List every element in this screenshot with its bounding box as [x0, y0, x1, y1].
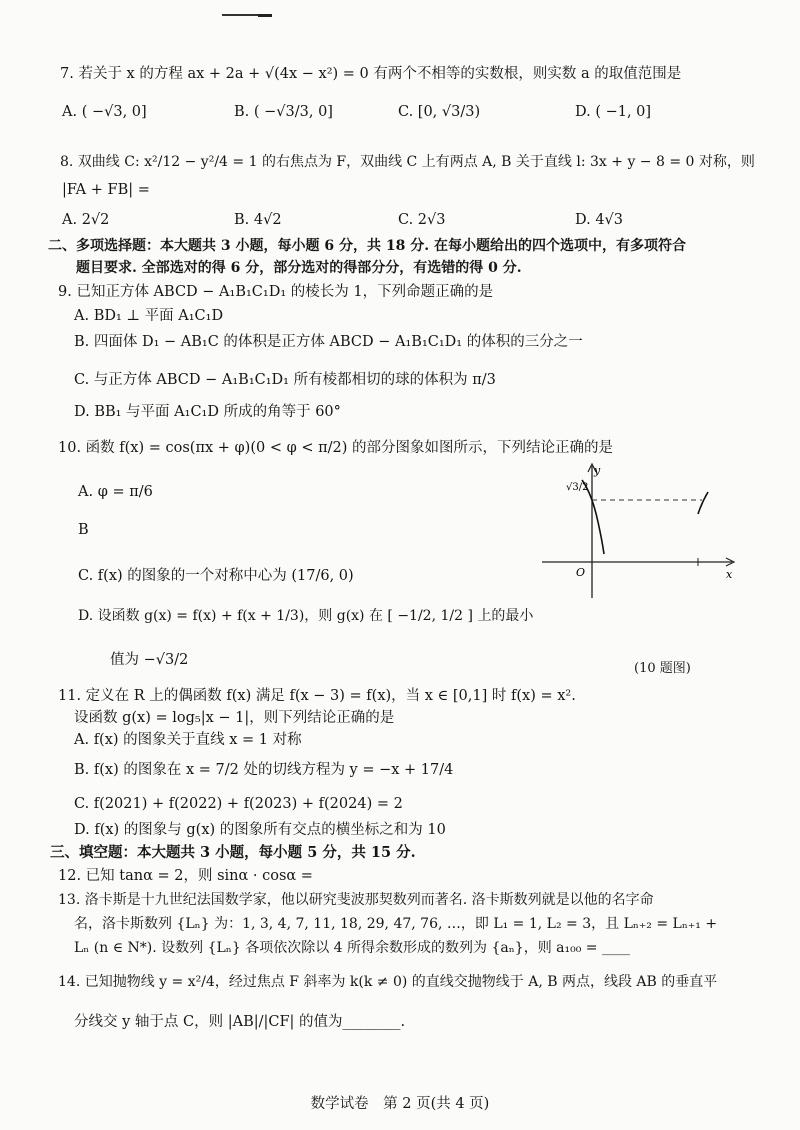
q13-line2: 名，洛卡斯数列 {Lₙ} 为：1, 3, 4, 7, 11, 18, 29, 47, 76, …，即 L₁ = 1, L₂ = 3，且 Lₙ₊₂ = Lₙ₊₁ +: [74, 916, 718, 932]
graph-y-value-label: √3/2: [566, 482, 589, 493]
q8-stem-line2: |FA + FB| =: [62, 182, 150, 198]
q14-line2: 分线交 y 轴于点 C，则 |AB|/|CF| 的值为________.: [74, 1014, 406, 1030]
q10-function-graph: [540, 462, 740, 602]
section2-heading-line1: 二、多项选择题：本大题共 3 小题，每小题 6 分，共 18 分. 在每小题给出的四个选项中，有多项符合: [48, 238, 686, 254]
q14-line1: 14. 已知抛物线 y = x²/4，经过焦点 F 斜率为 k(k ≠ 0) 的直线交抛物线于 A, B 两点，线段 AB 的垂直平: [58, 974, 718, 990]
q8-stem-line1: 8. 双曲线 C: x²/12 − y²/4 = 1 的右焦点为 F，双曲线 C 上有两点 A, B 关于直线 l: 3x + y − 8 = 0 对称，则: [60, 154, 755, 170]
q9-option-d: D. BB₁ 与平面 A₁C₁D 所成的角等于 60°: [74, 404, 341, 420]
section2-heading-line2: 题目要求. 全部选对的得 6 分，部分选对的得部分分，有选错的得 0 分.: [76, 260, 522, 276]
q13-line1: 13. 洛卡斯是十九世纪法国数学家，他以研究斐波那契数列而著名. 洛卡斯数列就是以他的名字命: [58, 892, 654, 908]
q7-option-d: D. ( −1, 0]: [575, 104, 652, 120]
q8-option-c: C. 2√3: [398, 212, 446, 228]
q10-option-a: A. φ = π/6: [78, 484, 153, 500]
q7-option-b: B. ( −√3/3, 0]: [234, 104, 333, 120]
q9-option-a: A. BD₁ ⊥ 平面 A₁C₁D: [74, 308, 224, 324]
graph-origin-label: O: [576, 566, 586, 579]
q11-option-a: A. f(x) 的图象关于直线 x = 1 对称: [74, 732, 302, 748]
q7-option-a: A. ( −√3, 0]: [62, 104, 147, 120]
q11-stem-line1: 11. 定义在 R 上的偶函数 f(x) 满足 f(x − 3) = f(x)，当 x ∈ [0,1] 时 f(x) = x².: [58, 688, 576, 704]
q12-stem: 12. 已知 tanα = 2，则 sinα · cosα =: [58, 868, 313, 884]
q11-option-c: C. f(2021) + f(2022) + f(2023) + f(2024) = 2: [74, 796, 403, 812]
q10-option-c: C. f(x) 的图象的一个对称中心为 (17/6, 0): [78, 568, 354, 584]
q7-stem: 7. 若关于 x 的方程 ax + 2a + √(4x − x²) = 0 有两个不相等的实数根，则实数 a 的取值范围是: [60, 66, 682, 82]
graph-x-label: x: [726, 568, 733, 581]
q11-option-b: B. f(x) 的图象在 x = 7/2 处的切线方程为 y = −x + 17/4: [74, 762, 454, 778]
graph-y-label: y: [594, 464, 601, 477]
q10-option-d-line2: 值为 −√3/2: [110, 652, 189, 668]
q9-stem: 9. 已知正方体 ABCD − A₁B₁C₁D₁ 的棱长为 1，下列命题正确的是: [58, 284, 494, 300]
q13-line3: Lₙ (n ∈ N*). 设数列 {Lₙ} 各项依次除以 4 所得余数形成的数列为 {aₙ}，则 a₁₀₀ = ____: [74, 940, 630, 956]
q7-option-c: C. [0, √3/3): [398, 104, 481, 120]
q10-option-b: B: [78, 522, 89, 538]
q9-option-b: B. 四面体 D₁ − AB₁C 的体积是正方体 ABCD − A₁B₁C₁D₁ 的体积的三分之一: [74, 334, 583, 350]
q8-option-a: A. 2√2: [62, 212, 110, 228]
page-footer: 数学试卷 第 2 页(共 4 页): [310, 1096, 490, 1112]
q11-stem-line2: 设函数 g(x) = log₅|x − 1|，则下列结论正确的是: [74, 710, 395, 726]
q11-option-d: D. f(x) 的图象与 g(x) 的图象所有交点的横坐标之和为 10: [74, 822, 446, 838]
graph-curve-right: [698, 492, 708, 514]
q10-option-d-line1: D. 设函数 g(x) = f(x) + f(x + 1/3)，则 g(x) 在 [ −1/2, 1/2 ] 上的最小: [78, 608, 534, 624]
q10-figure-caption: (10 题图): [634, 661, 691, 676]
q8-option-b: B. 4√2: [234, 212, 282, 228]
q10-stem: 10. 函数 f(x) = cos(πx + φ)(0 < φ < π/2) 的部分图象如图所示，下列结论正确的是: [58, 440, 614, 456]
header-scan-mark-bold: [258, 14, 272, 17]
section3-heading: 三、填空题：本大题共 3 小题，每小题 5 分，共 15 分.: [50, 844, 416, 861]
q8-option-d: D. 4√3: [575, 212, 624, 228]
q9-option-c: C. 与正方体 ABCD − A₁B₁C₁D₁ 所有棱都相切的球的体积为 π/3: [74, 372, 496, 388]
